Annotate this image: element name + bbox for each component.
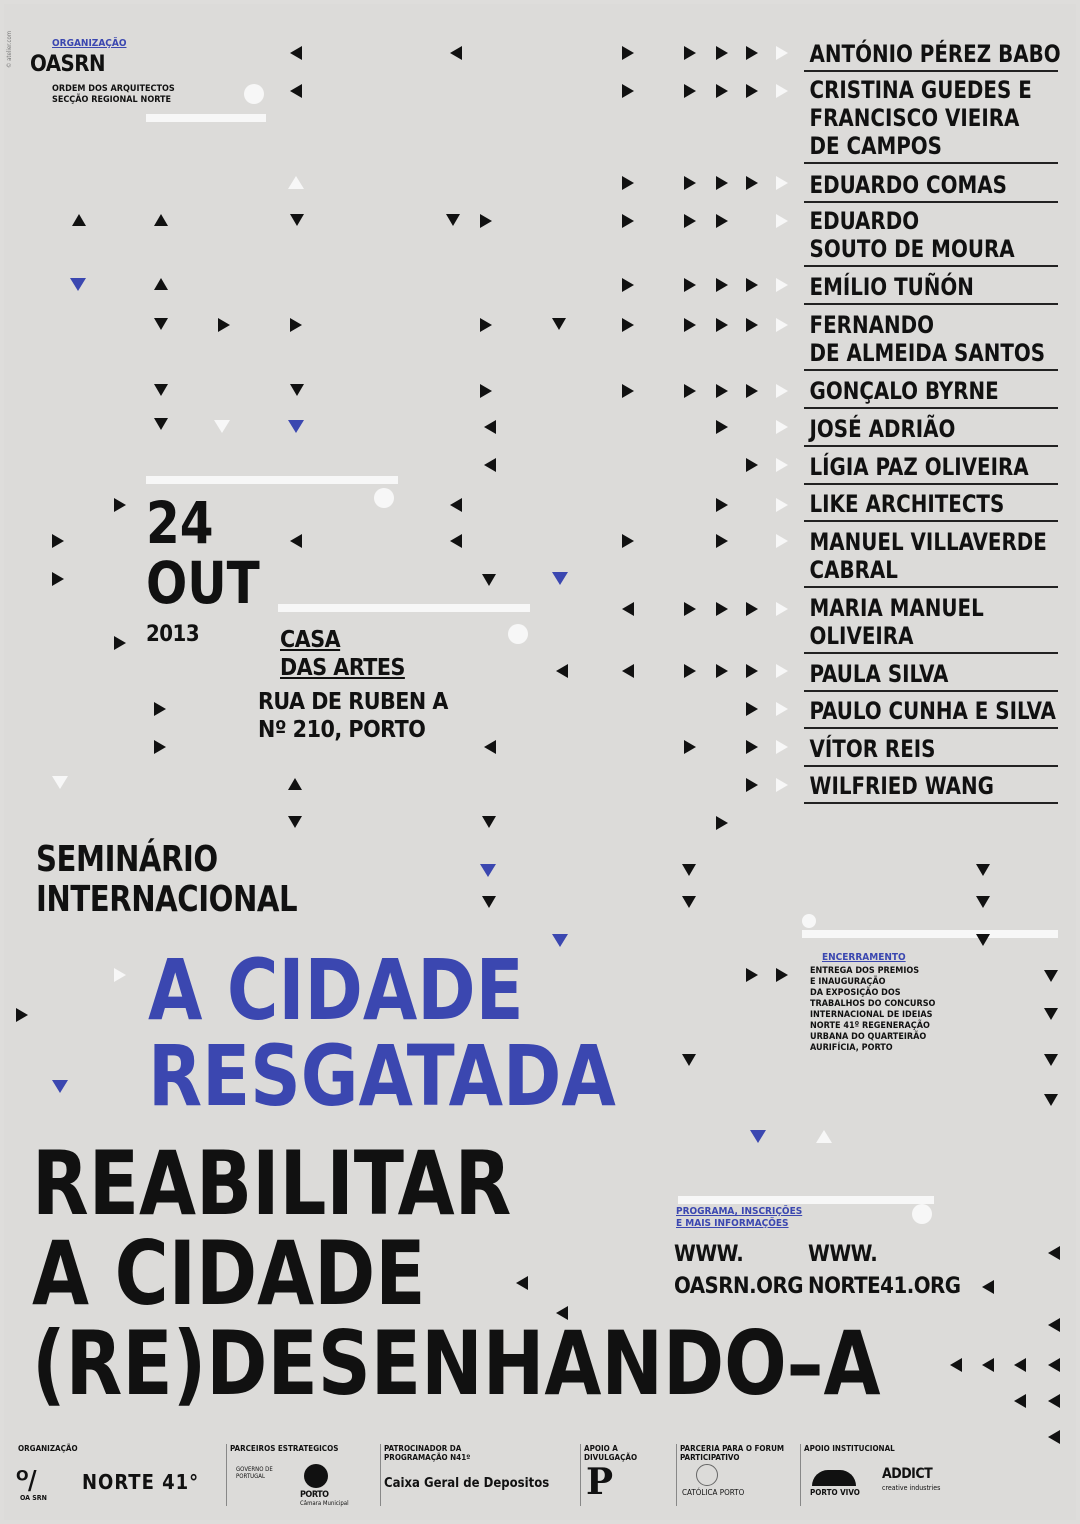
closing-label: ENCERRAMENTO	[822, 952, 906, 963]
triangle-icon	[716, 816, 728, 830]
triangle-icon	[480, 384, 492, 398]
seminar-line2: INTERNACIONAL	[36, 879, 298, 920]
triangle-icon	[716, 84, 728, 98]
triangle-icon	[154, 318, 168, 330]
oa-logo-text: OA SRN	[20, 1494, 47, 1502]
white-bar	[278, 604, 530, 612]
triangle-icon	[480, 864, 496, 877]
triangle-icon	[684, 740, 696, 754]
triangle-icon	[746, 740, 758, 754]
sponsor-label-patron: PATROCINADOR DA PROGRAMAÇÃO N41º	[384, 1444, 471, 1462]
triangle-icon	[622, 318, 634, 332]
triangle-icon	[684, 318, 696, 332]
triangle-icon	[746, 46, 758, 60]
white-dot	[802, 914, 816, 928]
poster	[4, 4, 1076, 1520]
triangle-icon	[516, 1276, 528, 1290]
triangle-icon	[154, 278, 168, 290]
info-site1[interactable]: OASRN.ORG	[674, 1274, 803, 1299]
speaker: MANUEL VILLAVERDE CABRAL	[804, 528, 1058, 588]
speaker: PAULO CUNHA E SILVA	[804, 697, 1058, 729]
triangle-icon	[52, 534, 64, 548]
triangle-icon	[776, 318, 788, 332]
triangle-icon	[16, 1008, 28, 1022]
triangle-icon	[746, 318, 758, 332]
triangle-icon	[450, 534, 462, 548]
triangle-icon	[746, 458, 758, 472]
triangle-icon	[716, 214, 728, 228]
speaker: LÍGIA PAZ OLIVEIRA	[804, 453, 1058, 485]
triangle-icon	[52, 572, 64, 586]
triangle-icon	[622, 46, 634, 60]
title-black-2: A CIDADE	[32, 1222, 426, 1325]
triangle-icon	[1044, 1054, 1058, 1066]
triangle-icon	[682, 896, 696, 908]
triangle-icon	[480, 318, 492, 332]
triangle-icon	[114, 636, 126, 650]
separator	[580, 1444, 581, 1506]
triangle-icon	[288, 420, 304, 433]
triangle-icon	[776, 968, 788, 982]
porto-logo-sub: Câmara Municipal	[300, 1500, 349, 1507]
speaker: EDUARDO COMAS	[804, 171, 1058, 203]
triangle-icon	[484, 740, 496, 754]
triangle-icon	[154, 384, 168, 396]
triangle-icon	[288, 778, 302, 790]
triangle-icon	[1048, 1318, 1060, 1332]
triangle-icon	[1048, 1394, 1060, 1408]
white-bar	[678, 1196, 934, 1204]
triangle-icon	[716, 498, 728, 512]
triangle-icon	[684, 664, 696, 678]
triangle-icon	[622, 534, 634, 548]
triangle-icon	[682, 1054, 696, 1066]
triangle-icon	[684, 214, 696, 228]
triangle-icon	[480, 214, 492, 228]
triangle-icon	[776, 778, 788, 792]
side-credit: © atelier.com	[6, 30, 13, 68]
publico-logo: P	[586, 1461, 613, 1503]
triangle-icon	[746, 384, 758, 398]
triangle-icon	[976, 896, 990, 908]
triangle-icon	[750, 1130, 766, 1143]
triangle-icon	[684, 84, 696, 98]
triangle-icon	[716, 602, 728, 616]
triangle-icon	[288, 176, 304, 189]
triangle-icon	[290, 534, 302, 548]
triangle-icon	[746, 664, 758, 678]
triangle-icon	[776, 84, 788, 98]
triangle-icon	[622, 602, 634, 616]
triangle-icon	[114, 968, 126, 982]
triangle-icon	[72, 214, 86, 226]
speaker: LIKE ARCHITECTS	[804, 490, 1058, 522]
triangle-icon	[976, 864, 990, 876]
triangle-icon	[716, 278, 728, 292]
closing-text: ENTREGA DOS PREMIOS E INAUGURAÇÃO DA EXPOSIÇÃO DOS TRABALHOS DO CONCURSO INTERNACIONAL DE IDEIAS NORTE 41º REGENERAÇÃO URBANA DO QUARTEIRÃO AURIFÍCIA, PORTO	[810, 966, 936, 1053]
triangle-icon	[684, 384, 696, 398]
triangle-icon	[776, 498, 788, 512]
info-www1: WWW.	[674, 1242, 744, 1267]
triangle-icon	[716, 534, 728, 548]
triangle-icon	[290, 214, 304, 226]
org-name: OASRN	[30, 52, 106, 77]
triangle-icon	[776, 458, 788, 472]
white-dot	[374, 488, 394, 508]
title-blue-2: RESGATADA	[148, 1027, 616, 1125]
triangle-icon	[776, 176, 788, 190]
title-blue-1: A CIDADE	[148, 941, 524, 1039]
speaker: MARIA MANUEL OLIVEIRA	[804, 594, 1058, 654]
triangle-icon	[622, 278, 634, 292]
triangle-icon	[776, 214, 788, 228]
triangle-icon	[816, 1130, 832, 1143]
triangle-icon	[684, 602, 696, 616]
portovivo-logo: PORTO VIVO	[810, 1488, 860, 1497]
title-black-1: REABILITAR	[32, 1132, 512, 1235]
org-label: ORGANIZAÇÃO	[52, 38, 127, 49]
white-dot	[912, 1204, 932, 1224]
triangle-icon	[556, 664, 568, 678]
triangle-icon	[950, 1358, 962, 1372]
triangle-icon	[776, 664, 788, 678]
triangle-icon	[1048, 1358, 1060, 1372]
white-dot	[244, 84, 264, 104]
info-www2: WWW.	[808, 1242, 878, 1267]
white-bar	[146, 476, 398, 484]
triangle-icon	[52, 1080, 68, 1093]
portovivo-emblem	[812, 1470, 856, 1486]
triangle-icon	[482, 896, 496, 908]
sponsor-label-partners: PARCEIROS ESTRATEGICOS	[230, 1444, 339, 1453]
speaker: GONÇALO BYRNE	[804, 377, 1058, 409]
triangle-icon	[716, 384, 728, 398]
oa-logo: ᴼ/	[16, 1466, 37, 1496]
triangle-icon	[622, 664, 634, 678]
triangle-icon	[622, 176, 634, 190]
speaker: VÍTOR REIS	[804, 735, 1058, 767]
triangle-icon	[552, 934, 568, 947]
info-label2: E MAIS INFORMAÇÕES	[676, 1218, 789, 1229]
org-line2: SECÇÃO REGIONAL NORTE	[52, 95, 172, 105]
triangle-icon	[776, 740, 788, 754]
triangle-icon	[746, 176, 758, 190]
triangle-icon	[290, 84, 302, 98]
triangle-icon	[556, 1306, 568, 1320]
seminar-line1: SEMINÁRIO	[36, 839, 218, 880]
sponsor-label-org: ORGANIZAÇÃO	[18, 1444, 78, 1453]
triangle-icon	[684, 46, 696, 60]
speaker: JOSÉ ADRIÃO	[804, 415, 1058, 447]
date-day: 24	[146, 489, 214, 557]
triangle-icon	[1044, 1094, 1058, 1106]
triangle-icon	[746, 602, 758, 616]
info-site2[interactable]: NORTE41.ORG	[808, 1274, 961, 1299]
separator	[380, 1444, 381, 1506]
venue-address-1: RUA DE RUBEN A	[258, 689, 448, 715]
white-bar	[146, 114, 266, 122]
separator	[800, 1444, 801, 1506]
triangle-icon	[154, 418, 168, 430]
triangle-icon	[1044, 970, 1058, 982]
white-bar	[802, 930, 1058, 938]
sponsor-label-forum: PARCERIA PARA O FORUM PARTICIPATIVO	[680, 1444, 785, 1462]
triangle-icon	[716, 176, 728, 190]
norte41-logo: NORTE 41°	[82, 1470, 200, 1494]
catolica-logo: CATÓLICA PORTO	[682, 1488, 745, 1497]
triangle-icon	[290, 318, 302, 332]
triangle-icon	[290, 46, 302, 60]
org-line1: ORDEM DOS ARQUITECTOS	[52, 84, 175, 94]
triangle-icon	[622, 384, 634, 398]
triangle-icon	[682, 864, 696, 876]
addict-logo: ADDICT	[882, 1466, 933, 1482]
gov-logo: GOVERNO DE PORTUGAL	[236, 1466, 273, 1480]
cgd-logo: Caixa Geral de Depositos	[384, 1476, 550, 1491]
triangle-icon	[446, 214, 460, 226]
speaker: EDUARDO SOUTO DE MOURA	[804, 207, 1058, 267]
venue-name-1: CASA	[280, 627, 341, 653]
triangle-icon	[746, 702, 758, 716]
date-month: OUT	[146, 549, 260, 617]
triangle-icon	[746, 84, 758, 98]
triangle-icon	[716, 420, 728, 434]
triangle-icon	[622, 84, 634, 98]
triangle-icon	[684, 176, 696, 190]
triangle-icon	[1014, 1358, 1026, 1372]
separator	[226, 1444, 227, 1506]
triangle-icon	[288, 816, 302, 828]
triangle-icon	[290, 384, 304, 396]
triangle-icon	[482, 574, 496, 586]
triangle-icon	[218, 318, 230, 332]
triangle-icon	[684, 278, 696, 292]
triangle-icon	[976, 934, 990, 946]
speaker: PAULA SILVA	[804, 660, 1058, 692]
venue-address-2: Nº 210, PORTO	[258, 717, 426, 743]
triangle-icon	[746, 778, 758, 792]
triangle-icon	[746, 968, 758, 982]
speaker: EMÍLIO TUÑÓN	[804, 273, 1058, 305]
addict-logo-sub: creative industries	[882, 1484, 941, 1492]
triangle-icon	[552, 572, 568, 585]
triangle-icon	[154, 214, 168, 226]
triangle-icon	[746, 278, 758, 292]
triangle-icon	[154, 740, 166, 754]
info-label1: PROGRAMA, INSCRIÇÕES	[676, 1206, 803, 1217]
triangle-icon	[776, 534, 788, 548]
triangle-icon	[622, 214, 634, 228]
triangle-icon	[450, 498, 462, 512]
date-year: 2013	[146, 622, 200, 647]
triangle-icon	[450, 46, 462, 60]
triangle-icon	[484, 458, 496, 472]
speaker: ANTÓNIO PÉREZ BABO	[804, 40, 1058, 72]
triangle-icon	[552, 318, 566, 330]
speaker: CRISTINA GUEDES E FRANCISCO VIEIRA DE CAMPOS	[804, 76, 1058, 164]
triangle-icon	[716, 664, 728, 678]
triangle-icon	[214, 420, 230, 433]
triangle-icon	[776, 702, 788, 716]
triangle-icon	[154, 702, 166, 716]
speaker: WILFRIED WANG	[804, 772, 1058, 804]
white-dot	[508, 624, 528, 644]
catolica-emblem	[696, 1464, 718, 1486]
sponsor-label-inst: APOIO INSTITUCIONAL	[804, 1444, 895, 1453]
title-black-3: (RE)DESENHANDO–A	[32, 1312, 881, 1415]
triangle-icon	[1014, 1394, 1026, 1408]
triangle-icon	[776, 420, 788, 434]
triangle-icon	[716, 46, 728, 60]
triangle-icon	[982, 1280, 994, 1294]
triangle-icon	[482, 816, 496, 828]
triangle-icon	[1044, 1008, 1058, 1020]
triangle-icon	[1048, 1246, 1060, 1260]
triangle-icon	[114, 498, 126, 512]
triangle-icon	[982, 1358, 994, 1372]
porto-emblem	[304, 1464, 328, 1488]
porto-logo: PORTO	[300, 1490, 329, 1500]
triangle-icon	[484, 420, 496, 434]
triangle-icon	[52, 776, 68, 789]
venue-name-2: DAS ARTES	[280, 655, 405, 681]
triangle-icon	[776, 46, 788, 60]
triangle-icon	[70, 278, 86, 291]
triangle-icon	[1048, 1430, 1060, 1444]
sponsor-label-media: APOIO A DIVULGAÇÃO	[584, 1444, 638, 1462]
separator	[676, 1444, 677, 1506]
triangle-icon	[776, 278, 788, 292]
triangle-icon	[716, 318, 728, 332]
triangle-icon	[776, 602, 788, 616]
triangle-icon	[776, 384, 788, 398]
speaker: FERNANDO DE ALMEIDA SANTOS	[804, 311, 1058, 371]
